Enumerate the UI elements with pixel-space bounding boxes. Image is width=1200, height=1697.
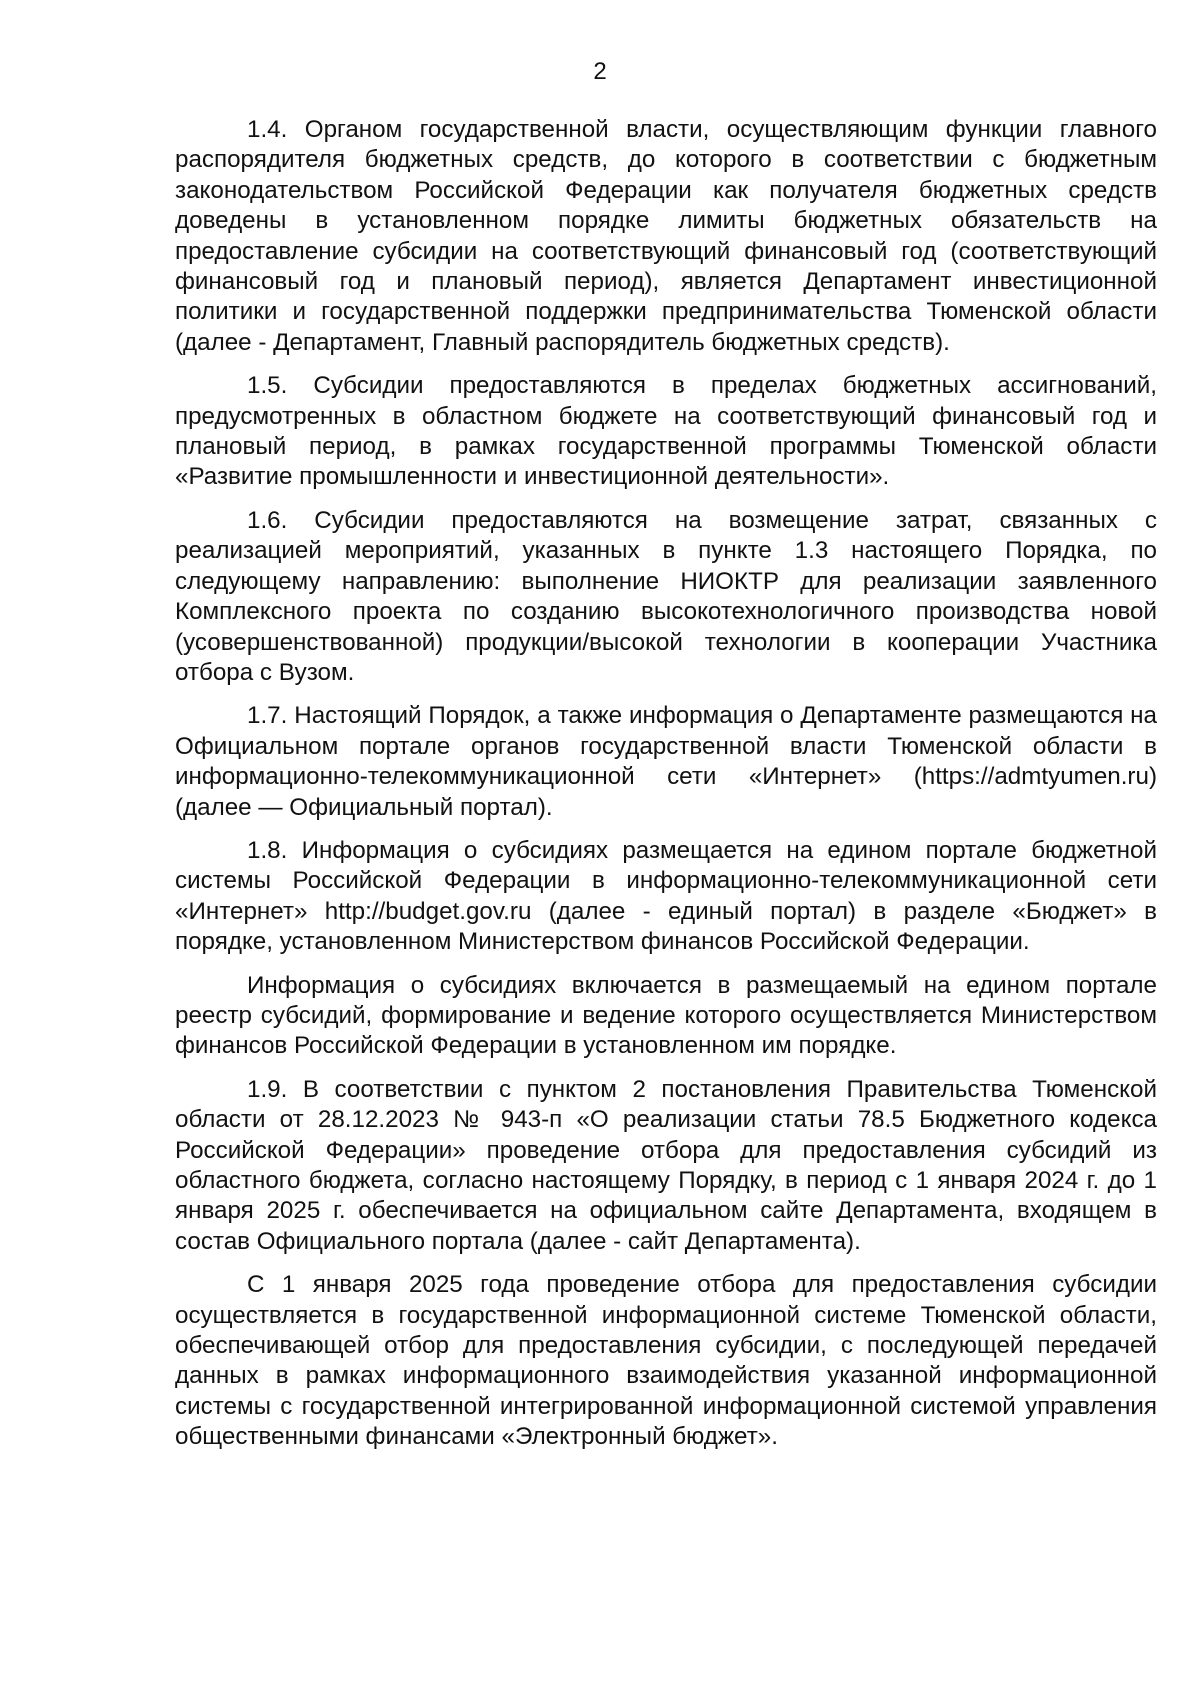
paragraph-1-7: 1.7. Настоящий Порядок, а также информация о Департаменте размещаются на Официальном портале органов государственной власти Тюменской области в информационно-телекоммуникационной сети «Интернет» (https://admtyumen.ru) (далее — Официальный портал). [175,702,1157,821]
page-number: 2 [593,58,607,85]
paragraph-1-5: 1.5. Субсидии предоставляются в пределах бюджетных ассигнований, предусмотренных в областном бюджете на соответствующий финансовый год и плановый период, в рамках государственной программы Тюменской области «Развитие промышленности и инвестиционной деятельности». [175,372,1157,491]
paragraph-1-6: 1.6. Субсидии предоставляются на возмещение затрат, связанных с реализацией мероприятий, указанных в пункте 1.3 настоящего Порядка, по следующему направлению: выполнение НИОКТР для реализации заявленного Комплексного проекта по созданию высокотехнологичного производства новой (усовершенствованной) продукции/высокой технологии в кооперации Участника отбора с Вузом. [175,506,1157,686]
paragraph-1-9-from-2025: С 1 января 2025 года проведение отбора для предоставления субсидии осуществляется в государственной информационной системе Тюменской области, обеспечивающей отбор для предоставления субсидии, с последующей передачей данных в рамках информационного взаимодействия указанной информационной системы с государственной интегрированной информационной системой управления общественными финансами «Электронный бюджет». [175,1271,1157,1451]
paragraph-1-8-registry: Информация о субсидиях включается в размещаемый на едином портале реестр субсидий, формирование и ведение которого осуществляется Министерством финансов Российской Федерации в установленном им порядке. [175,971,1157,1060]
paragraph-1-9: 1.9. В соответствии с пунктом 2 постановления Правительства Тюменской области от 28.12.2023 № 943-п «О реализации статьи 78.5 Бюджетного кодекса Российской Федерации» проведение отбора для предоставления субсидий из областного бюджета, согласно настоящему Порядку, в период с 1 января 2024 г. до 1 января 2025 г. обеспечивается на официальном сайте Департамента, входящем в состав Официального портала (далее - сайт Департамента). [175,1075,1157,1255]
document-body [175,115,1157,1466]
paragraph-1-4: 1.4. Органом государственной власти, осуществляющим функции главного распорядителя бюджетных средств, до которого в соответствии с бюджетным законодательством Российской Федерации как получателя бюджетных средств доведены в установленном порядке лимиты бюджетных обязательств на предоставление субсидии на соответствующий финансовый год (соответствующий финансовый год и плановый период), является Департамент инвестиционной политики и государственной поддержки предпринимательства Тюменской области (далее - Департамент, Главный распорядитель бюджетных средств). [175,116,1157,356]
paragraph-1-8: 1.8. Информация о субсидиях размещается на едином портале бюджетной системы Российской Федерации в информационно-телекоммуникационной сети «Интернет» http://budget.gov.ru (далее - единый портал) в разделе «Бюджет» в порядке, установленном Министерством финансов Российской Федерации. [175,836,1157,956]
